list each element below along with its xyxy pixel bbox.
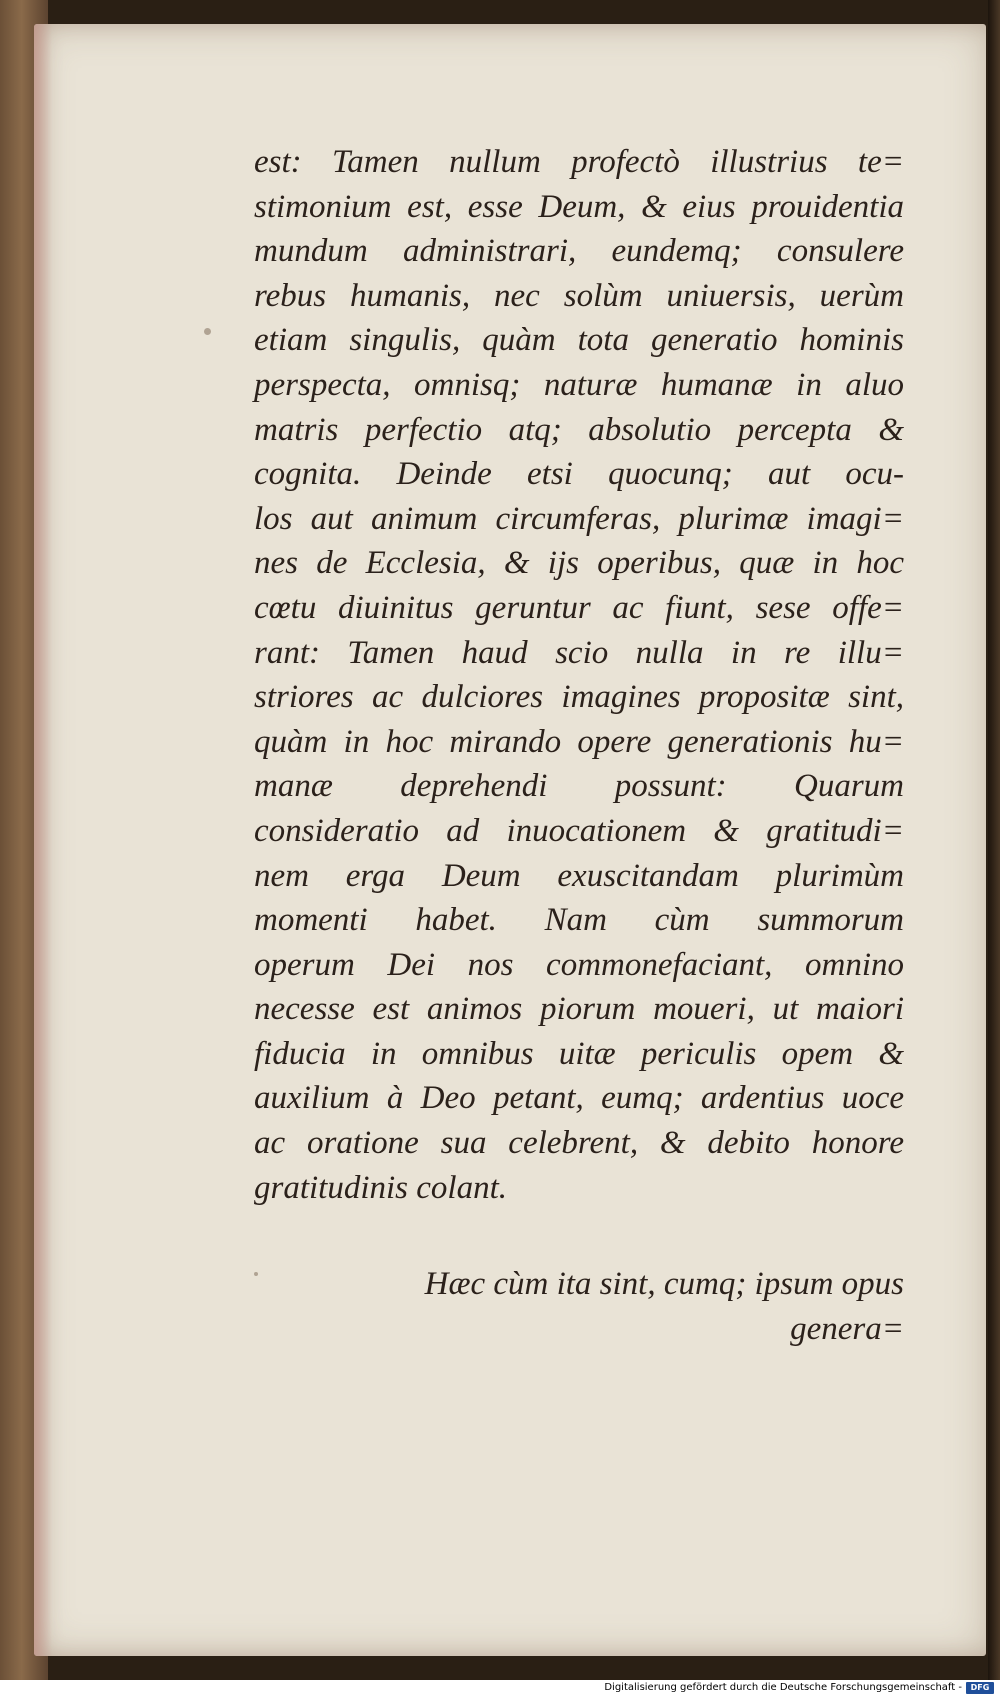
text-line: necesse est animos piorum moueri, ut maiori bbox=[254, 991, 904, 1028]
text-line: striores ac dulciores imagines propositæ sint, bbox=[254, 679, 904, 716]
funding-credit: Digitalisierung gefördert durch die Deutsche Forschungsgemeinschaft - bbox=[604, 1682, 962, 1693]
text-line: est: Tamen nullum profectò illustrius te= bbox=[254, 144, 904, 180]
text-line: fiducia in omnibus uitæ periculis opem & bbox=[254, 1035, 904, 1072]
catchword: genera= bbox=[790, 1310, 904, 1347]
body-text bbox=[254, 140, 904, 1210]
closing-line: Hæc cùm ita sint, cumq; ipsum opus bbox=[424, 1266, 904, 1302]
paper-speck bbox=[254, 1272, 258, 1276]
text-line: cœtu diuinitus geruntur ac fiunt, sese offe= bbox=[254, 589, 904, 626]
book-edge bbox=[988, 0, 1000, 1680]
text-line: nem erga Deum exuscitandam plurimùm bbox=[254, 857, 904, 894]
text-line: cognita. Deinde etsi quocunq; aut ocu- bbox=[254, 456, 904, 493]
text-line: momenti habet. Nam cùm summorum bbox=[254, 902, 904, 939]
text-line: ac oratione sua celebrent, & debito honore bbox=[254, 1125, 904, 1162]
text-line: perspecta, omnisq; naturæ humanæ in aluo bbox=[254, 366, 904, 403]
text-line: consideratio ad inuocationem & gratitudi= bbox=[254, 812, 904, 849]
page-edge-tint bbox=[34, 24, 52, 1656]
text-line: los aut animum circumferas, plurimæ imagi= bbox=[254, 500, 904, 537]
closing-text bbox=[400, 1262, 904, 1351]
text-line: operum Dei nos commonefaciant, omnino bbox=[254, 946, 904, 983]
paper-speck bbox=[204, 328, 211, 335]
dfg-logo: DFG bbox=[966, 1682, 994, 1694]
text-line: etiam singulis, quàm tota generatio hominis bbox=[254, 322, 904, 359]
text-line: quàm in hoc mirando opere generationis hu= bbox=[254, 723, 904, 760]
text-line: rant: Tamen haud scio nulla in re illu= bbox=[254, 634, 904, 671]
text-line: mundum administrari, eundemq; consulere bbox=[254, 233, 904, 270]
text-line: matris perfectio atq; absolutio percepta & bbox=[254, 411, 904, 448]
text-line: auxilium à Deo petant, eumq; ardentius uoce bbox=[254, 1080, 904, 1117]
text-line: gratitudinis colant. bbox=[254, 1169, 508, 1206]
text-line: manæ deprehendi possunt: Quarum bbox=[254, 768, 904, 805]
text-line: rebus humanis, nec solùm uniuersis, uerùm bbox=[254, 277, 904, 314]
text-line: stimonium est, esse Deum, & eius prouidentia bbox=[254, 188, 904, 225]
text-line: nes de Ecclesia, & ijs operibus, quæ in hoc bbox=[254, 545, 904, 582]
